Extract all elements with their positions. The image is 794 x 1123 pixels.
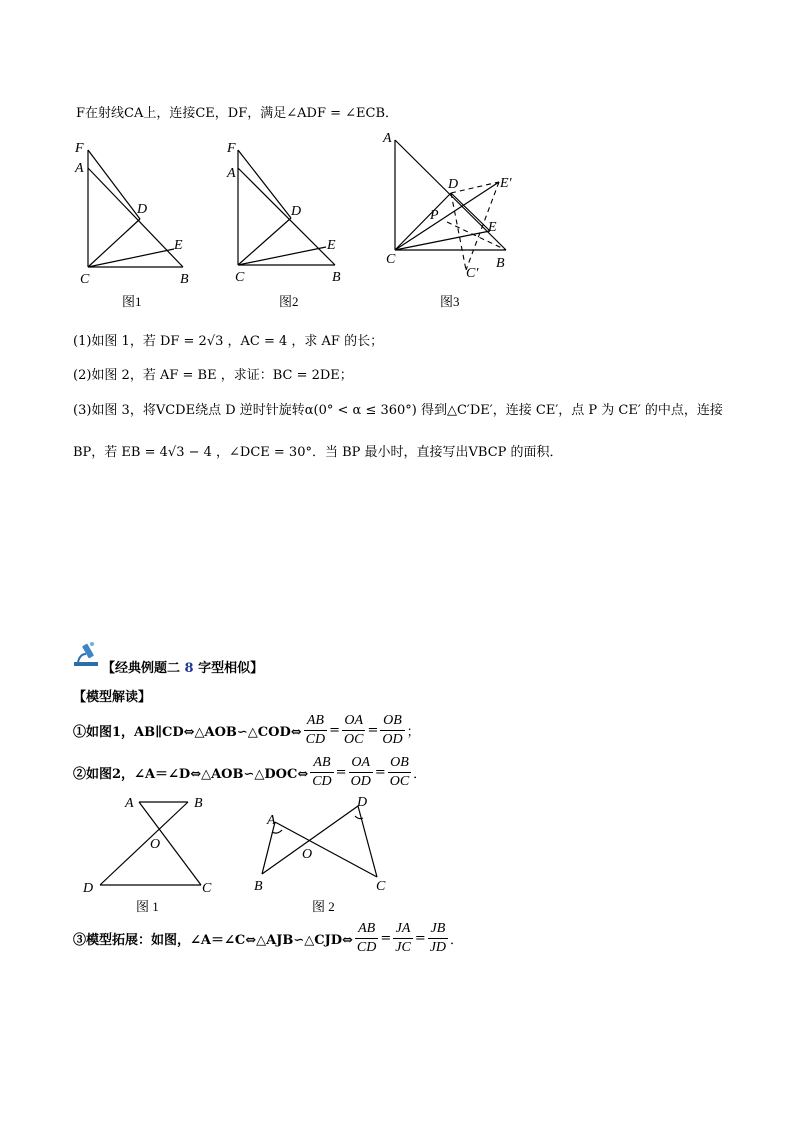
fig2-label-b: B — [332, 270, 341, 285]
model-fig2-label-a: A — [267, 813, 276, 828]
question-1: (1)如图 1，若 DF = 2√3 ，AC = 4 ，求 AF 的长； — [73, 334, 384, 349]
model-fig1-label-a: A — [125, 796, 134, 811]
item1-eq-1: = — [329, 722, 340, 738]
item2-eq-2: = — [374, 764, 386, 780]
item2-frac-2-num: OA — [349, 754, 373, 773]
fig3-label-p: P — [430, 208, 439, 223]
item2-frac-3-num: OB — [388, 754, 411, 773]
fig1-label-d: D — [137, 202, 148, 217]
fig3-label-e-prime: E′ — [500, 176, 512, 191]
item3-frac-2-num: JA — [393, 920, 413, 939]
item3-frac-1-den: CD — [356, 939, 377, 955]
item1-frac-2-num: OA — [342, 712, 365, 731]
item2-frac-1 — [310, 754, 333, 791]
fig1-label-a: A — [75, 161, 84, 176]
item1-end: ； — [406, 724, 420, 740]
model-figure-1 — [78, 792, 223, 897]
model-figure-2 — [250, 792, 400, 897]
item2-end: ． — [413, 766, 427, 782]
fig2-label-c: C — [235, 270, 245, 285]
model-fig2-label-c: C — [376, 879, 386, 894]
model-fig2-label-d: D — [357, 795, 368, 810]
item2-frac-1-num: AB — [310, 754, 333, 773]
model-fig1-label-d: D — [83, 881, 94, 896]
item3-eq-2: = — [414, 930, 426, 946]
microscope-icon — [72, 640, 102, 668]
item3-frac-2-den: JC — [395, 939, 411, 955]
item3-eq-1: = — [380, 930, 392, 946]
fig1-label-c: C — [80, 272, 90, 287]
model-fig2-caption: 图 2 — [312, 899, 335, 914]
fig2-label-f: F — [227, 141, 236, 156]
item1-frac-1 — [304, 712, 327, 749]
item1-frac-3-den: OD — [382, 731, 403, 747]
fig2-label-d: D — [291, 204, 302, 219]
model-fig1-label-b: B — [194, 796, 203, 811]
fig1-caption: 图1 — [122, 294, 142, 309]
fig2-caption: 图2 — [279, 294, 299, 309]
fig3-label-c: C — [386, 252, 396, 267]
model-item-1 — [73, 710, 420, 750]
model-fig2-label-b: B — [254, 879, 263, 894]
figure-2 — [225, 135, 355, 290]
example-title-number: 8 — [184, 661, 194, 676]
item1-frac-2 — [342, 712, 365, 749]
model-fig1-caption: 图 1 — [136, 899, 159, 914]
example-title-a: 【经典例题二 — [102, 661, 185, 676]
model-fig2-label-o: O — [302, 847, 313, 862]
item2-frac-1-den: CD — [312, 773, 332, 789]
item2-text: ②如图2，∠A＝∠D⇔△AOB∽△DOC⇔ — [73, 766, 309, 782]
question-2: (2)如图 2，若 AF = BE ，求证：BC = 2DE； — [73, 368, 353, 383]
fig3-caption: 图3 — [440, 294, 460, 309]
item2-frac-2-den: OD — [350, 773, 371, 789]
item3-end: ． — [450, 932, 464, 948]
fig2-label-e: E — [327, 238, 336, 253]
model-heading: 【模型解读】 — [73, 690, 152, 705]
model-fig1-label-o: O — [150, 837, 161, 852]
fig3-label-d: D — [448, 177, 459, 192]
fig1-label-f: F — [75, 141, 84, 156]
question-3-line-2: BP，若 EB = 4√3 − 4 ，∠DCE = 30°．当 BP 最小时，直接写出VBCP 的面积． — [73, 445, 563, 460]
item3-frac-1-num: AB — [355, 920, 378, 939]
item1-frac-1-num: AB — [304, 712, 327, 731]
problem-intro: F在射线CA上，连接CE，DF，满足∠ADF = ∠ECB． — [76, 106, 398, 121]
item1-eq-2: = — [367, 722, 379, 738]
item3-frac-3 — [428, 920, 448, 957]
fig3-label-b: B — [496, 256, 505, 271]
item1-frac-2-den: OC — [344, 731, 364, 747]
fig2-label-a: A — [227, 166, 236, 181]
fig3-label-c-prime: C′ — [466, 266, 479, 281]
fig1-label-e: E — [174, 238, 183, 253]
item3-frac-3-den: JD — [429, 939, 447, 955]
item3-frac-2 — [393, 920, 413, 957]
figure-1 — [70, 135, 200, 290]
item1-frac-1-den: CD — [305, 731, 326, 747]
item3-frac-3-num: JB — [428, 920, 448, 939]
item3-text: ③模型拓展：如图，∠A＝∠C⇔△AJB∽△CJD⇔ — [73, 932, 353, 948]
item2-eq-1: = — [335, 764, 347, 780]
model-item-2 — [73, 752, 426, 792]
item2-frac-3 — [388, 754, 411, 791]
example-title-c: 字型相似】 — [193, 661, 264, 676]
item1-text: ①如图1，AB∥CD⇔△AOB∽△COD⇔ — [73, 724, 302, 740]
item1-frac-3 — [380, 712, 404, 749]
item3-frac-1 — [355, 920, 378, 957]
model-item-3 — [73, 918, 463, 958]
example-title — [102, 657, 263, 676]
fig1-label-b: B — [180, 272, 189, 287]
model-fig1-label-c: C — [202, 881, 212, 896]
figure-3 — [378, 125, 528, 285]
fig3-label-e: E — [488, 220, 497, 235]
fig3-label-a: A — [383, 131, 392, 146]
item2-frac-3-den: OC — [389, 773, 410, 789]
item1-frac-3-num: OB — [380, 712, 404, 731]
item2-frac-2 — [349, 754, 373, 791]
question-3-line-1: (3)如图 3，将VCDE绕点 D 逆时针旋转α(0° < α ≤ 360°) 得到△C′DE′，连接 CE′，点 P 为 CE′ 的中点，连接 — [73, 403, 723, 418]
